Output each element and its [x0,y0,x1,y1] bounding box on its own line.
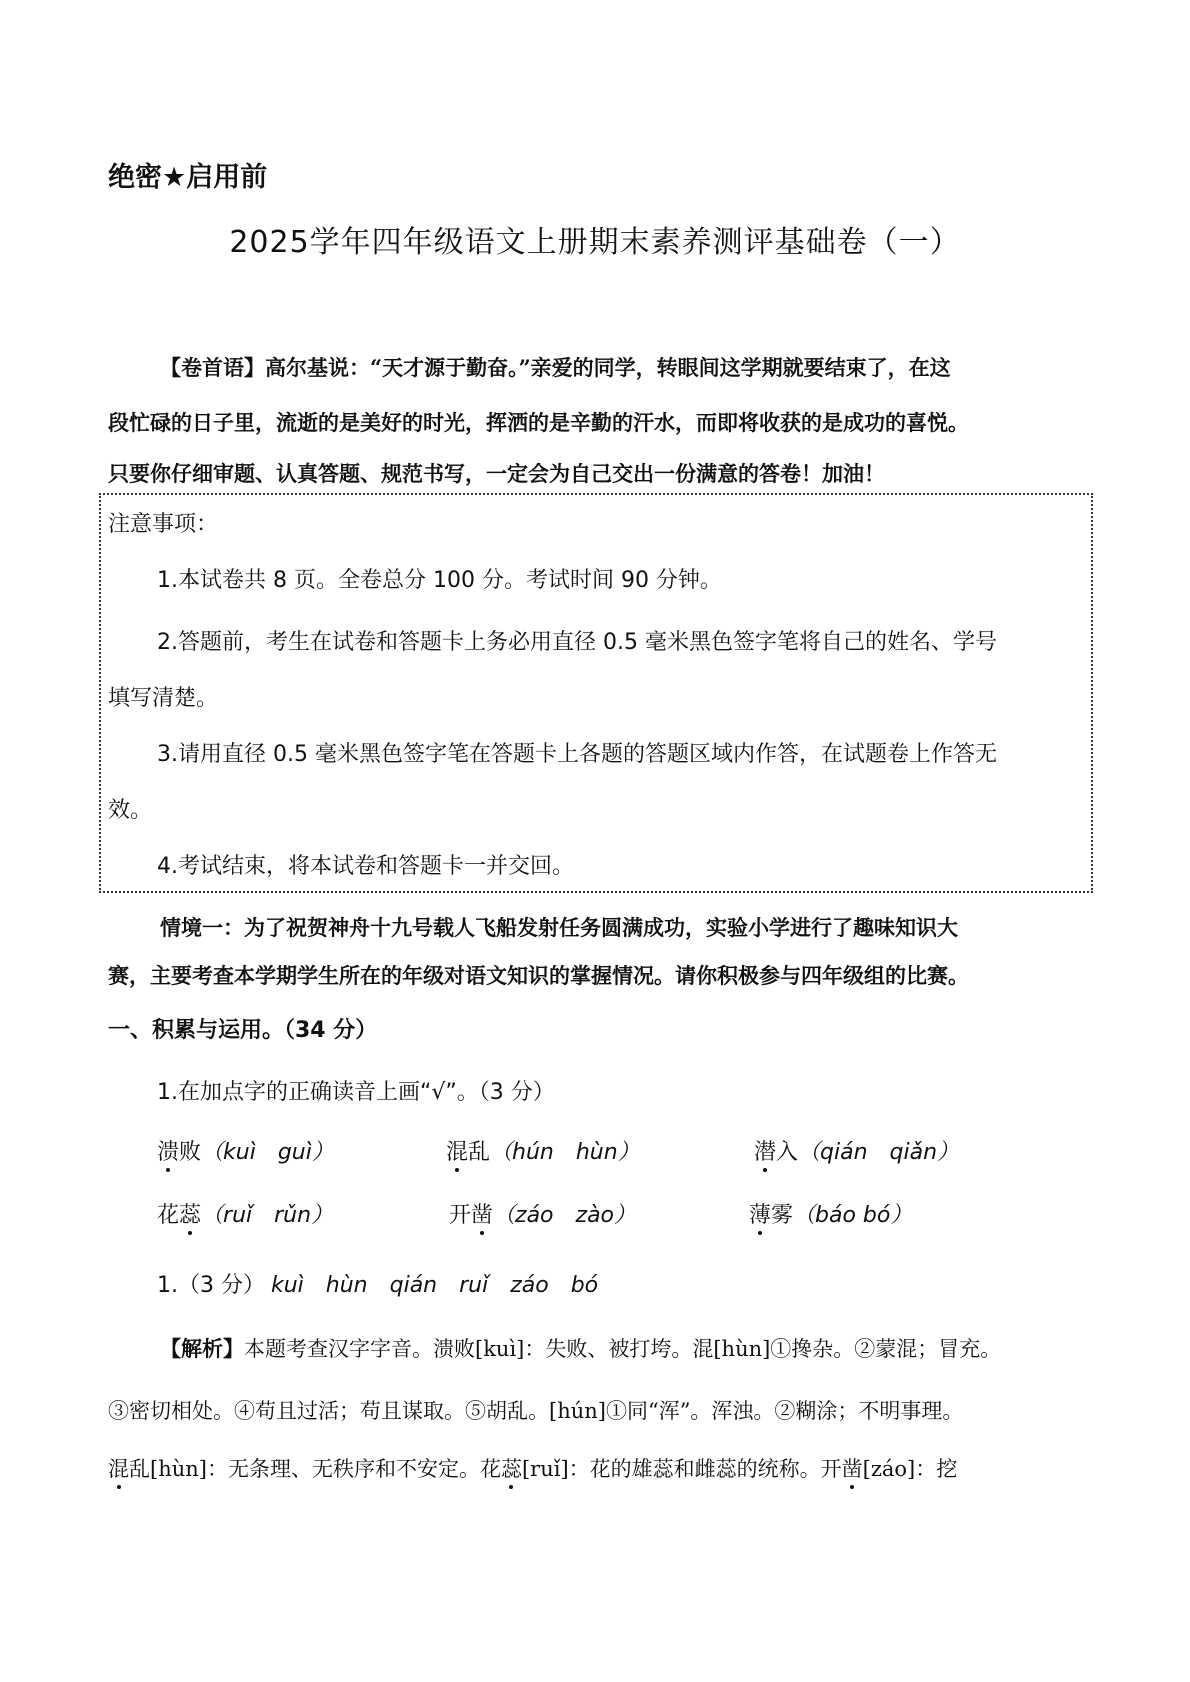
analysis-line-2: ③密切相处。④苟且过活；苟且谋取。⑤胡乱。[hún]①同“浑”。浑浊。②糊涂；不明事理。 [108,1399,964,1423]
notice-item-3b: 效。 [108,798,153,823]
preface-line-1: 【卷首语】高尔基说：“天才源于勤奋。”亲爱的同学，转眼间这学期就要结束了，在这 [160,355,951,380]
pinyin-options: （qián qiǎn） [798,1140,960,1165]
dotted-char: 薄 [749,1198,771,1229]
notice-item-2b: 填写清楚。 [108,686,219,711]
scenario-line-2: 赛，主要考查本学期学生所在的年级对语文知识的掌握情况。请你积极参与四年级组的比赛。 [108,963,969,988]
dotted-char: 蕊 [179,1198,201,1229]
dotted-char: 蕊 [501,1453,522,1483]
notice-item-3a: 3.请用直径 0.5 毫米黑色签字笔在答题卡上各题的答题区域内作答，在试题卷上作答无 [157,742,997,767]
confidential-label: 绝密★启用前 [108,162,268,193]
question-1-prompt: 1.在加点字的正确读音上画“√”。（3 分） [157,1080,555,1105]
analysis-label: 【解析】 [160,1337,244,1361]
pinyin-options: （hún hùn） [490,1140,640,1165]
notice-item-4: 4.考试结束，将本试卷和答题卡一并交回。 [157,854,574,879]
notice-box [99,493,1093,893]
dotted-char: 混 [446,1135,468,1166]
word-item-hunluan: 混乱（hún hùn） [446,1135,640,1166]
word-item-kuibai: 溃败（kuì guì） [157,1135,334,1166]
scenario-line-1: 情境一：为了祝贺神舟十九号载人飞船发射任务圆满成功，实验小学进行了趣味知识大 [160,915,958,940]
answer-pinyin: kuì hùn qián ruǐ záo bó [270,1273,599,1298]
exam-title: 2025学年四年级语文上册期末素养测评基础卷（一） [229,225,961,260]
pinyin-options: （ruǐ rǔn） [201,1203,334,1228]
word-item-bowu: 薄雾（báo bó） [749,1198,912,1229]
notice-item-2a: 2.答题前，考生在试卷和答题卡上务必用直径 0.5 毫米黑色签字笔将自己的姓名、学号 [157,630,997,655]
notice-title: 注意事项： [108,512,219,537]
dotted-char: 凿 [471,1198,493,1229]
answer-label: 1.（3 分） [157,1273,265,1298]
pinyin-options: （báo bó） [793,1203,913,1228]
dotted-char: 凿 [842,1453,863,1483]
dotted-char: 潜 [754,1135,776,1166]
pinyin-options: （kuì guì） [201,1140,334,1165]
word-item-huarui: 花蕊（ruǐ rǔn） [157,1198,333,1229]
word-item-kaizao: 开凿（záo zào） [449,1198,636,1229]
word-item-qianru: 潜入（qián qiǎn） [754,1135,959,1166]
notice-item-1: 1.本试卷共 8 页。全卷总分 100 分。考试时间 90 分钟。 [157,568,722,593]
analysis-line-3: 混乱[hùn]：无条理、无秩序和不安定。花蕊[ruǐ]：花的雄蕊和雌蕊的统称。开凿[záo]：挖 [108,1453,957,1483]
answer-line [157,1268,598,1299]
preface-line-3: 只要你仔细审题、认真答题、规范书写，一定会为自己交出一份满意的答卷！加油！ [108,461,885,486]
dotted-char: 溃 [157,1135,179,1166]
section-1-heading: 一、积累与运用。（34 分） [108,1018,378,1043]
preface-line-2: 段忙碌的日子里，流逝的是美好的时光，挥洒的是辛勤的汗水，而即将收获的是成功的喜悦。 [108,410,969,435]
dotted-char: 混 [108,1453,129,1483]
analysis-line-1: 【解析】本题考查汉字字音。溃败[kuì]：失败、被打垮。混[hùn]①搀杂。②蒙混；冒充。 [160,1337,1002,1361]
pinyin-options: （záo zào） [493,1203,637,1228]
